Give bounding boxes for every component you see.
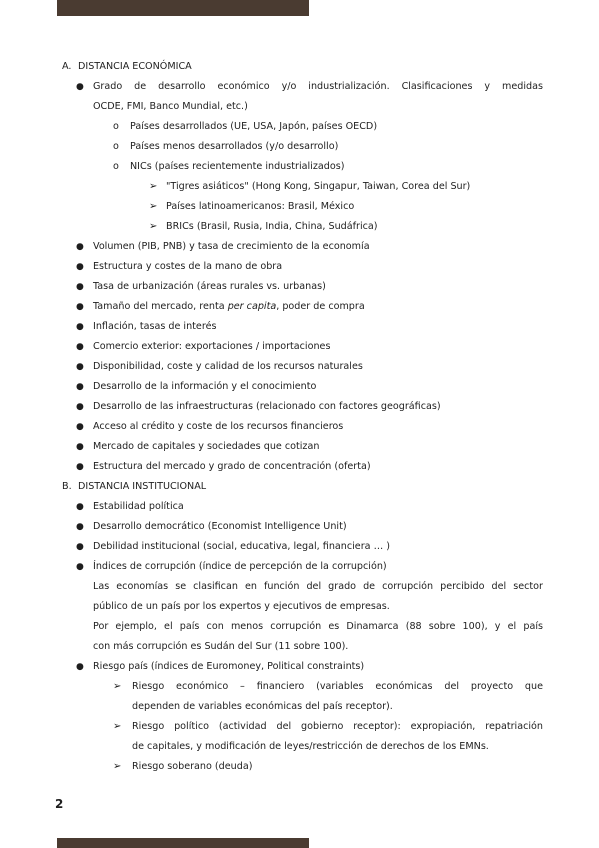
item-text: Desarrollo de las infraestructuras (relacionado con factores geográficas) bbox=[93, 401, 441, 412]
item-text: Acceso al crédito y coste de los recursos financieros bbox=[93, 421, 344, 432]
item-text: Estructura y costes de la mano de obra bbox=[93, 261, 283, 272]
circle-marker: o bbox=[113, 161, 119, 172]
item-text: Desarrollo de la información y el conocimiento bbox=[93, 381, 317, 392]
document-body bbox=[0, 57, 599, 777]
item-text-part: , poder de compra bbox=[276, 301, 365, 312]
item-text: dependen de variables económicas del país receptor). bbox=[132, 701, 393, 712]
item-text: Mercado de capitales y sociedades que cotizan bbox=[93, 441, 320, 452]
item-text: Desarrollo democrático (Economist Intelligence Unit) bbox=[93, 521, 347, 532]
item-text: Países menos desarrollados (y/o desarrollo) bbox=[130, 141, 339, 152]
risk-item-continuation bbox=[0, 737, 599, 757]
item-text: BRICs (Brasil, Rusia, India, China, Sudáfrica) bbox=[166, 221, 378, 232]
paragraph-text: Las economías se clasifican en función del grado de corrupción percibido del sector bbox=[93, 581, 543, 592]
list-item bbox=[0, 357, 599, 377]
item-text: Estabilidad política bbox=[93, 501, 184, 512]
risk-item bbox=[0, 677, 599, 697]
risk-item-continuation bbox=[0, 697, 599, 717]
arrow-marker: ➢ bbox=[149, 221, 158, 232]
bullet-marker: ● bbox=[76, 442, 84, 452]
item-text: Riesgo soberano (deuda) bbox=[132, 761, 253, 772]
list-item bbox=[0, 557, 599, 577]
item-text: Disponibilidad, coste y calidad de los recursos naturales bbox=[93, 361, 363, 372]
item-text-italic: per capita bbox=[227, 301, 277, 312]
sub-list-item bbox=[0, 117, 599, 137]
paragraph-line bbox=[0, 577, 599, 597]
paragraph-line bbox=[0, 617, 599, 637]
list-item bbox=[0, 517, 599, 537]
arrow-marker: ➢ bbox=[149, 181, 158, 192]
list-item bbox=[0, 377, 599, 397]
bullet-marker: ● bbox=[76, 362, 84, 372]
item-text: Riesgo país (índices de Euromoney, Political constraints) bbox=[93, 661, 365, 672]
paragraph-text: Por ejemplo, el país con menos corrupción es Dinamarca (88 sobre 100), y el país bbox=[93, 621, 543, 632]
bullet-marker: ● bbox=[76, 662, 84, 672]
sub-sub-list-item bbox=[0, 197, 599, 217]
bullet-marker: ● bbox=[76, 82, 84, 92]
paragraph-line bbox=[0, 637, 599, 657]
bullet-marker: ● bbox=[76, 242, 84, 252]
item-text: NICs (países recientemente industrializados) bbox=[130, 161, 345, 172]
page-number: 2 bbox=[55, 797, 64, 811]
item-text: Volumen (PIB, PNB) y tasa de crecimiento de la economía bbox=[93, 241, 370, 252]
item-text: Países desarrollados (UE, USA, Japón, países OECD) bbox=[130, 121, 378, 132]
item-text: Tasa de urbanización (áreas rurales vs. urbanas) bbox=[93, 281, 326, 292]
section-a-heading bbox=[0, 57, 599, 77]
list-item bbox=[0, 77, 599, 97]
list-item bbox=[0, 437, 599, 457]
section-title: DISTANCIA INSTITUCIONAL bbox=[78, 481, 207, 492]
arrow-marker: ➢ bbox=[113, 681, 122, 692]
bullet-marker: ● bbox=[76, 522, 84, 532]
item-text: Países latinoamericanos: Brasil, México bbox=[166, 201, 355, 212]
item-text: Riesgo económico – financiero (variables económicas del proyecto que bbox=[132, 681, 543, 692]
list-item bbox=[0, 337, 599, 357]
section-b-heading bbox=[0, 477, 599, 497]
section-marker: A. bbox=[62, 61, 72, 72]
bullet-marker: ● bbox=[76, 402, 84, 412]
risk-item bbox=[0, 717, 599, 737]
list-item bbox=[0, 317, 599, 337]
item-text: Estructura del mercado y grado de concentración (oferta) bbox=[93, 461, 371, 472]
list-item bbox=[0, 397, 599, 417]
list-item bbox=[0, 497, 599, 517]
paragraph-text: público de un país por los expertos y ejecutivos de empresas. bbox=[93, 601, 390, 612]
list-item bbox=[0, 257, 599, 277]
circle-marker: o bbox=[113, 141, 119, 152]
item-text: Comercio exterior: exportaciones / importaciones bbox=[93, 341, 331, 352]
arrow-marker: ➢ bbox=[113, 721, 122, 732]
item-text: Debilidad institucional (social, educativa, legal, financiera … ) bbox=[93, 541, 390, 552]
item-text: de capitales, y modificación de leyes/restricción de derechos de los EMNs. bbox=[132, 741, 489, 752]
list-item bbox=[0, 417, 599, 437]
bullet-marker: ● bbox=[76, 382, 84, 392]
sub-sub-list-item bbox=[0, 177, 599, 197]
section-title: DISTANCIA ECONÓMICA bbox=[78, 61, 192, 72]
list-item bbox=[0, 537, 599, 557]
paragraph-line bbox=[0, 597, 599, 617]
item-text-part: Tamaño del mercado, renta bbox=[93, 301, 228, 312]
list-item bbox=[0, 297, 599, 317]
sub-list-item bbox=[0, 137, 599, 157]
item-text: Grado de desarrollo económico y/o industrialización. Clasificaciones y medidas bbox=[93, 81, 543, 92]
bullet-marker: ● bbox=[76, 502, 84, 512]
item-text bbox=[93, 297, 543, 317]
bullet-marker: ● bbox=[76, 562, 84, 572]
bullet-marker: ● bbox=[76, 302, 84, 312]
paragraph-text: con más corrupción es Sudán del Sur (11 sobre 100). bbox=[93, 641, 349, 652]
bullet-marker: ● bbox=[76, 262, 84, 272]
bullet-marker: ● bbox=[76, 342, 84, 352]
item-text: OCDE, FMI, Banco Mundial, etc.) bbox=[93, 101, 248, 112]
item-text: Riesgo político (actividad del gobierno receptor): expropiación, repatriación bbox=[132, 721, 543, 732]
item-text: Índices de corrupción (índice de percepción de la corrupción) bbox=[93, 561, 387, 572]
list-item bbox=[0, 277, 599, 297]
sub-list-item bbox=[0, 157, 599, 177]
risk-item bbox=[0, 757, 599, 777]
section-marker: B. bbox=[62, 481, 72, 492]
bullet-marker: ● bbox=[76, 282, 84, 292]
bullet-marker: ● bbox=[76, 422, 84, 432]
circle-marker: o bbox=[113, 121, 119, 132]
list-item bbox=[0, 457, 599, 477]
bottom-decorative-bar bbox=[57, 838, 309, 848]
top-decorative-bar bbox=[57, 0, 309, 16]
list-item-continuation bbox=[0, 97, 599, 117]
list-item bbox=[0, 237, 599, 257]
sub-sub-list-item bbox=[0, 217, 599, 237]
arrow-marker: ➢ bbox=[149, 201, 158, 212]
bullet-marker: ● bbox=[76, 462, 84, 472]
bullet-marker: ● bbox=[76, 542, 84, 552]
arrow-marker: ➢ bbox=[113, 761, 122, 772]
item-text: Inflación, tasas de interés bbox=[93, 321, 217, 332]
item-text: "Tigres asiáticos" (Hong Kong, Singapur, Taiwan, Corea del Sur) bbox=[166, 181, 471, 192]
bullet-marker: ● bbox=[76, 322, 84, 332]
list-item bbox=[0, 657, 599, 677]
